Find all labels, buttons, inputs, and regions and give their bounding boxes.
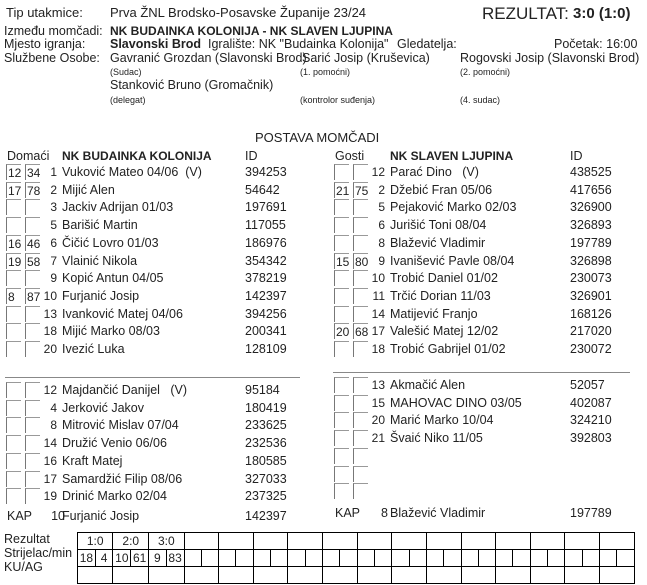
goal-box[interactable]: 15 — [336, 254, 350, 269]
away-divider — [333, 372, 630, 373]
player-number: 5 — [378, 200, 385, 215]
player-number: 18 — [371, 342, 385, 356]
result-cell[interactable] — [392, 533, 427, 550]
player-row — [0, 411, 647, 429]
player-row — [0, 322, 647, 340]
player-row — [0, 465, 647, 483]
player-id: 128109 — [245, 342, 287, 356]
home-id-header: ID — [245, 149, 258, 163]
goal-box[interactable] — [334, 270, 349, 286]
result-cell[interactable] — [219, 533, 254, 550]
scorer-number-cell[interactable] — [530, 550, 547, 567]
goal-box[interactable] — [334, 395, 349, 411]
player-id: 180585 — [245, 453, 287, 468]
goal-box[interactable] — [334, 430, 349, 446]
home-kap-id: 142397 — [245, 509, 287, 523]
player-name: Furjanić Josip — [62, 288, 140, 303]
minute-box[interactable]: 75 — [355, 183, 369, 198]
player-id: 326898 — [570, 253, 612, 268]
player-number: 14 — [43, 436, 57, 451]
player-number: 5 — [50, 218, 57, 233]
kuag-cell[interactable] — [461, 567, 496, 584]
player-name: Kopić Antun 04/05 — [62, 271, 164, 286]
player-name: Kraft Matej — [62, 453, 123, 468]
result-cell[interactable] — [184, 533, 219, 550]
player-number: 20 — [371, 413, 385, 428]
official-name: Rogovski Josip (Slavonski Brod) — [460, 51, 640, 65]
player-row — [0, 216, 647, 234]
player-name: Mijić Alen — [62, 182, 115, 197]
official-role: (1. pomoćni) — [300, 67, 351, 77]
result-cell[interactable] — [253, 533, 288, 550]
player-number: 17 — [43, 471, 57, 486]
goal-box[interactable]: 16 — [8, 236, 22, 251]
player-id: 197789 — [570, 235, 612, 250]
player-row — [0, 163, 647, 181]
player-id: 230072 — [570, 342, 612, 356]
player-name: Samardžić Filip 08/06 — [62, 471, 183, 486]
goal-box[interactable] — [334, 483, 349, 499]
scorer-minute-cell[interactable]: 4 — [95, 550, 113, 567]
player-id: 326900 — [570, 200, 612, 215]
result-cell[interactable] — [496, 533, 531, 550]
kuag-row — [78, 567, 635, 584]
official-name: Sarić Josip (Kruševica) — [302, 51, 430, 65]
player-name: Vlainić Nikola — [62, 253, 138, 268]
scorer-minute-cell[interactable] — [305, 550, 322, 567]
player-number: 6 — [378, 218, 385, 233]
scorer-number-cell[interactable] — [253, 550, 270, 567]
player-number: 3 — [50, 200, 57, 215]
player-name: Ivanišević Pavle 08/04 — [390, 253, 515, 268]
scoring-grid — [77, 532, 635, 584]
player-name: Marić Marko 10/04 — [390, 413, 494, 428]
sluzbene-label: Službene Osobe: — [4, 51, 100, 65]
player-id: 142397 — [245, 288, 287, 303]
scorer-number-cell[interactable] — [496, 550, 513, 567]
result-cell[interactable]: 3:0 — [149, 533, 184, 550]
player-name: MAHOVAC DINO 03/05 — [390, 395, 522, 410]
player-number: 13 — [43, 306, 57, 321]
player-id: 180419 — [245, 400, 287, 415]
scorer-minute-cell[interactable]: 61 — [131, 550, 149, 567]
result-cell[interactable] — [565, 533, 600, 550]
minute-box[interactable] — [353, 483, 368, 499]
player-name: Parać Dino (V) — [390, 165, 479, 179]
player-row — [0, 181, 647, 199]
player-id: 438525 — [570, 165, 612, 179]
tip-value: Prva ŽNL Brodsko-Posavske Županije 23/24 — [110, 5, 367, 20]
player-number: 20 — [43, 342, 57, 356]
player-name: Vuković Mateo 04/06 (V) — [62, 165, 202, 179]
kuag-cell[interactable] — [565, 567, 600, 584]
player-row — [0, 394, 647, 412]
player-number: 16 — [43, 453, 57, 468]
kuag-cell[interactable] — [253, 567, 288, 584]
home-kap-number: 10 — [51, 509, 65, 523]
goal-box[interactable] — [334, 341, 349, 357]
player-number: 19 — [43, 489, 57, 504]
kuag-cell[interactable] — [600, 567, 635, 584]
kuag-cell[interactable] — [323, 567, 358, 584]
scorer-row — [78, 550, 635, 567]
kuag-cell[interactable] — [78, 567, 113, 584]
result-cell[interactable]: 1:0 — [78, 533, 113, 550]
kuag-row-label: KU/AG — [4, 560, 43, 574]
away-kap-number: 8 — [381, 506, 388, 520]
gledatelja: Gledatelja: — [397, 37, 457, 51]
scorer-minute-cell[interactable] — [374, 550, 391, 567]
player-number: 6 — [50, 235, 57, 250]
official-name: Stanković Bruno (Gromačnik) — [110, 78, 274, 92]
scorer-minute-cell[interactable] — [582, 550, 599, 567]
player-number: 9 — [50, 271, 57, 286]
tip-label: Tip utakmice: — [6, 5, 83, 20]
minute-box[interactable]: 78 — [27, 183, 41, 198]
player-name: Mitrović Mislav 07/04 — [62, 418, 179, 433]
player-id: 232536 — [245, 436, 287, 451]
player-name: Čičić Lovro 01/03 — [62, 235, 159, 250]
scorer-number-cell[interactable] — [600, 550, 617, 567]
player-id: 237325 — [245, 489, 287, 504]
scorer-number-cell[interactable]: 9 — [149, 550, 167, 567]
izmedu-label: Između momčadi: — [4, 24, 103, 38]
scorer-number-cell[interactable] — [461, 550, 478, 567]
scorer-minute-cell[interactable] — [444, 550, 461, 567]
scorer-minute-cell[interactable] — [201, 550, 218, 567]
player-name: Drinić Marko 02/04 — [62, 489, 167, 504]
player-row — [0, 376, 647, 394]
kuag-cell[interactable] — [113, 567, 149, 584]
away-side-label: Gosti — [335, 149, 365, 163]
result-cell[interactable] — [461, 533, 496, 550]
player-id: 230073 — [570, 271, 612, 286]
player-id: 326901 — [570, 288, 612, 303]
scorer-number-cell[interactable] — [426, 550, 443, 567]
scorer-number-cell[interactable] — [323, 550, 340, 567]
rezultat-row — [78, 533, 635, 550]
kuag-cell[interactable] — [426, 567, 461, 584]
home-kap-name: Furjanić Josip — [62, 509, 140, 523]
player-id: 197691 — [245, 200, 287, 215]
goal-box[interactable] — [334, 306, 349, 322]
official-name: Gavranić Grozdan (Slavonski Brod) — [110, 51, 307, 65]
player-row — [0, 198, 647, 216]
player-id: 378219 — [245, 271, 287, 286]
player-id: 417656 — [570, 182, 612, 197]
kuag-cell[interactable] — [496, 567, 531, 584]
player-name: Valešić Matej 12/02 — [390, 324, 499, 339]
player-name: Ivezić Luka — [62, 342, 125, 356]
player-row — [0, 269, 647, 287]
player-number: 9 — [378, 253, 385, 268]
goal-box[interactable]: 21 — [336, 183, 350, 198]
scorer-number-cell[interactable] — [219, 550, 236, 567]
player-name: Jackiv Adrijan 01/03 — [62, 200, 174, 215]
result-cell[interactable] — [357, 533, 392, 550]
player-row — [0, 305, 647, 323]
goal-box[interactable] — [334, 235, 349, 251]
igraliste: Igralište: NK "Budainka Kolonija" — [208, 37, 389, 51]
goal-box[interactable] — [334, 288, 349, 304]
minute-box[interactable]: 46 — [27, 236, 41, 251]
result-cell[interactable] — [323, 533, 358, 550]
kuag-cell[interactable] — [149, 567, 184, 584]
official-role: (2. pomoćni) — [460, 67, 511, 77]
goal-box[interactable]: 20 — [336, 325, 350, 340]
scorer-number-cell[interactable] — [392, 550, 409, 567]
goal-box[interactable]: 19 — [8, 254, 22, 269]
player-id: 54642 — [245, 182, 280, 197]
player-name: Trčić Dorian 11/03 — [390, 288, 491, 303]
player-name: Akmačić Alen — [390, 378, 466, 392]
player-id: 217020 — [570, 324, 612, 339]
player-number: 13 — [371, 378, 385, 392]
away-id-header: ID — [570, 149, 583, 163]
player-number: 2 — [378, 182, 385, 197]
goal-box[interactable] — [334, 448, 349, 464]
scorer-number-cell[interactable] — [184, 550, 201, 567]
player-number: 21 — [371, 431, 385, 446]
minute-box[interactable] — [353, 448, 368, 464]
player-number: 12 — [371, 165, 385, 179]
player-name: Blažević Vladimir — [390, 235, 486, 250]
kuag-cell[interactable] — [184, 567, 219, 584]
player-number: 8 — [378, 235, 385, 250]
scorer-minute-cell[interactable] — [617, 550, 635, 567]
player-row — [0, 482, 647, 500]
scorer-minute-cell[interactable] — [340, 550, 357, 567]
kuag-cell[interactable] — [357, 567, 392, 584]
official-role: (delegat) — [110, 95, 146, 105]
player-number: 12 — [43, 383, 57, 397]
player-id: 327033 — [245, 471, 287, 486]
player-id: 326893 — [570, 218, 612, 233]
official-role: (4. sudac) — [460, 95, 501, 105]
goal-box[interactable] — [334, 412, 349, 428]
player-name: Mijić Marko 08/03 — [62, 324, 160, 339]
player-name: Barišić Martin — [62, 218, 138, 233]
player-number: 11 — [372, 288, 385, 303]
player-name: Trobić Daniel 01/02 — [390, 271, 498, 286]
scorer-minute-cell[interactable] — [236, 550, 253, 567]
player-name: Švaić Niko 11/05 — [390, 431, 483, 446]
player-name: Pejaković Marko 02/03 — [390, 200, 517, 215]
player-id: 402087 — [570, 395, 612, 410]
player-row — [0, 234, 647, 252]
official-role: (kontrolor suđenja) — [300, 95, 376, 105]
kuag-cell[interactable] — [392, 567, 427, 584]
away-team-name: NK SLAVEN LJUPINA — [390, 149, 514, 163]
player-id: 186976 — [245, 235, 287, 250]
scorer-number-cell[interactable] — [288, 550, 305, 567]
player-id: 392803 — [570, 431, 612, 446]
rezultat-row-label: Rezultat — [4, 532, 50, 546]
scorer-minute-cell[interactable]: 83 — [166, 550, 184, 567]
player-id: 233625 — [245, 418, 287, 433]
away-kap-label: KAP — [335, 506, 361, 520]
player-number: 8 — [50, 418, 57, 433]
goal-box[interactable] — [334, 466, 349, 482]
minute-box[interactable]: 80 — [355, 254, 369, 269]
player-number: 10 — [43, 288, 57, 303]
goal-box[interactable] — [334, 199, 349, 215]
player-row — [0, 252, 647, 270]
goal-box[interactable]: 17 — [8, 183, 22, 198]
player-name: Jerković Jakov — [62, 400, 144, 415]
minute-box[interactable]: 68 — [355, 325, 369, 340]
player-row — [0, 447, 647, 465]
postava-title: POSTAVA MOMČADI — [255, 130, 380, 145]
player-number: 18 — [43, 324, 57, 339]
goal-box[interactable]: 12 — [8, 166, 22, 180]
scorer-number-cell[interactable] — [565, 550, 582, 567]
scorer-number-cell[interactable] — [357, 550, 374, 567]
result-cell[interactable]: 2:0 — [113, 533, 149, 550]
minute-box[interactable] — [353, 466, 368, 482]
player-number: 1 — [50, 165, 57, 179]
player-name: Majdančić Danijel (V) — [62, 383, 188, 397]
player-name: Družić Venio 06/06 — [62, 436, 167, 451]
away-kap-id: 197789 — [570, 506, 612, 520]
player-id: 95184 — [245, 383, 280, 397]
home-team-name: NK BUDAINKA KOLONIJA — [62, 149, 212, 163]
scorer-minute-cell[interactable] — [513, 550, 530, 567]
result-cell[interactable] — [600, 533, 635, 550]
player-number: 7 — [50, 253, 57, 268]
scorer-minute-cell[interactable] — [271, 550, 288, 567]
kuag-cell[interactable] — [530, 567, 565, 584]
home-side-label: Domaći — [7, 149, 50, 163]
rezultat-label: REZULTAT: — [482, 4, 569, 23]
minute-box[interactable]: 87 — [27, 289, 41, 304]
player-id: 394256 — [245, 306, 287, 321]
result-cell[interactable] — [288, 533, 323, 550]
kuag-cell[interactable] — [288, 567, 323, 584]
goal-box[interactable] — [334, 377, 349, 393]
player-id: 52057 — [570, 378, 605, 392]
scorer-minute-cell[interactable] — [548, 550, 565, 567]
player-name: Džebić Fran 05/06 — [390, 182, 493, 197]
player-name: Matijević Franjo — [390, 306, 478, 321]
player-id: 354342 — [245, 253, 287, 268]
player-number: 2 — [50, 182, 57, 197]
izmedu-value: NK BUDAINKA KOLONIJA - NK SLAVEN LJUPINA — [110, 24, 393, 38]
player-name: Trobić Gabrijel 01/02 — [390, 342, 506, 356]
away-kap-name: Blažević Vladimir — [390, 506, 486, 520]
kuag-cell[interactable] — [219, 567, 254, 584]
home-kap-label: KAP — [7, 509, 33, 523]
player-name: Jurišić Toni 08/04 — [390, 218, 487, 233]
player-id: 200341 — [245, 324, 287, 339]
scorer-number-cell[interactable]: 18 — [78, 550, 96, 567]
player-row — [0, 340, 647, 358]
minute-box[interactable]: 34 — [27, 166, 41, 180]
goal-box[interactable] — [334, 217, 349, 233]
player-id: 117055 — [245, 218, 286, 233]
player-number: 17 — [371, 324, 385, 339]
player-row — [0, 287, 647, 305]
player-id: 324210 — [570, 413, 612, 428]
minute-box[interactable]: 58 — [27, 254, 41, 269]
result-cell[interactable] — [426, 533, 461, 550]
player-name: Ivanković Matej 04/06 — [62, 306, 183, 321]
rezultat-value: 3:0 (1:0) — [573, 5, 631, 22]
player-id: 168126 — [570, 306, 612, 321]
player-number: 10 — [371, 271, 385, 286]
scorer-minute-cell[interactable] — [478, 550, 495, 567]
scorer-number-cell[interactable]: 10 — [113, 550, 131, 567]
player-number: 14 — [371, 306, 385, 321]
player-number: 15 — [371, 395, 385, 410]
goal-box[interactable]: 8 — [6, 288, 21, 304]
player-number: 4 — [50, 400, 57, 415]
mjesto-value: Slavonski Brod — [110, 37, 201, 51]
player-row — [0, 429, 647, 447]
pocetak: Početak: 16:00 — [554, 37, 638, 51]
scorer-minute-cell[interactable] — [409, 550, 426, 567]
result-cell[interactable] — [530, 533, 565, 550]
goal-box[interactable] — [334, 164, 349, 180]
mjesto-label: Mjesto igranja: — [4, 37, 86, 51]
official-role: (Sudac) — [110, 67, 142, 77]
strijelac-row-label: Strijelac/min — [4, 546, 73, 560]
player-id: 394253 — [245, 165, 287, 179]
